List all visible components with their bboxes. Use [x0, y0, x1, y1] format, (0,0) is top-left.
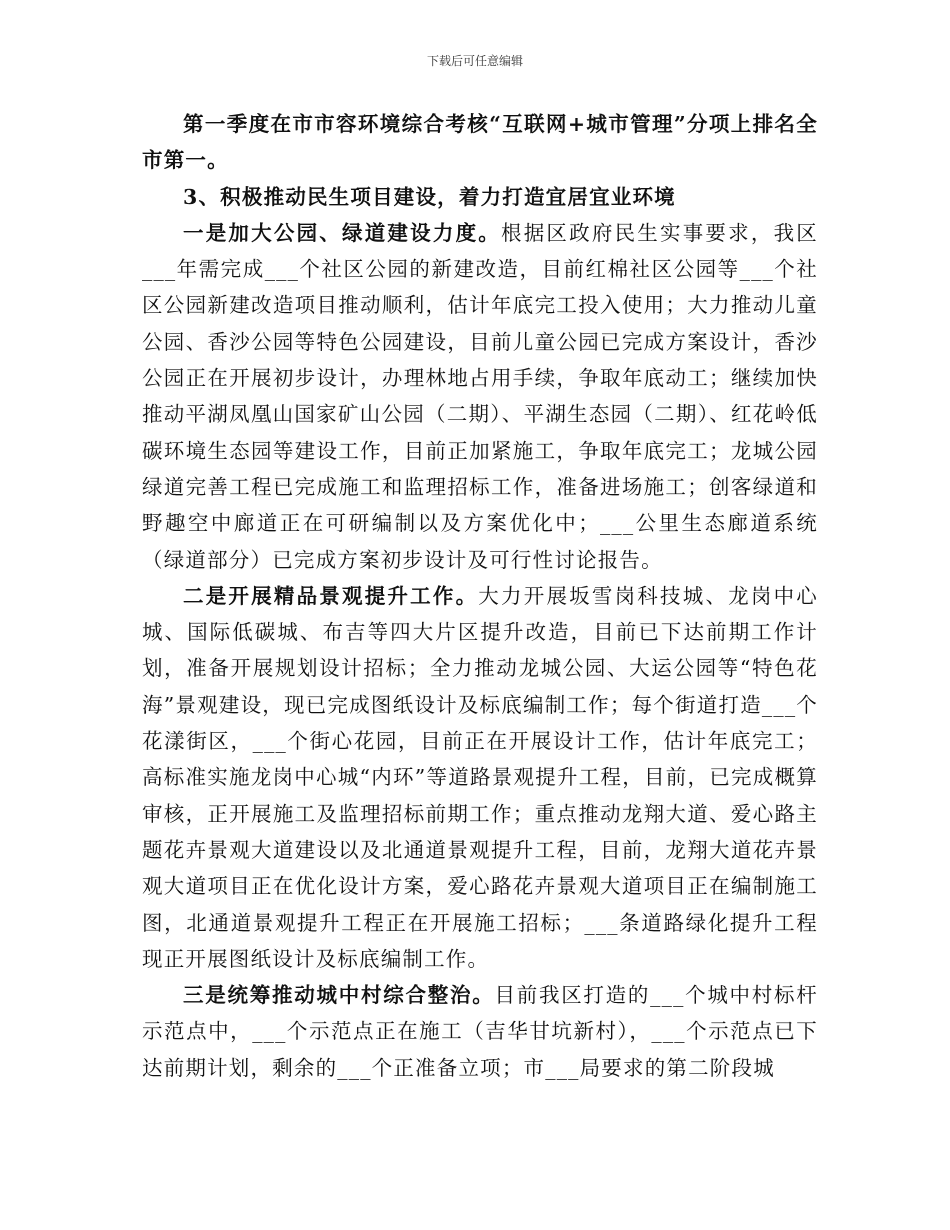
section-heading: 3、积极推动民生项目建设，着力打造宜居宜业环境 [183, 184, 676, 209]
paragraph-parks-lead: 一是加大公园、绿道建设力度。 [183, 220, 501, 245]
paragraph-villages-lead: 三是统筹推动城中村综合整治。 [183, 983, 495, 1008]
paragraph-ranking: 第一季度在市市容环境综合考核“互联网+城市管理”分项上排名全市第一。 [142, 112, 818, 173]
paragraph-villages-body: 目前我区打造的___个城中村标杆示范点中，___个示范点正在施工（吉华甘坑新村），___个示范点已下达前期计划，剩余的___个正准备立项；市___局要求的第二阶段城 [142, 983, 818, 1080]
paragraph-villages [142, 977, 818, 1086]
paragraph-parks [142, 215, 818, 578]
paragraph-landscape-body: 大力开展坂雪岗科技城、龙岗中心城、国际低碳城、布吉等四大片区提升改造，目前已下达前期工作计划，准备开展规划设计招标；全力推动龙城公园、大运公园等“特色花海”景观建设，现已完成图纸设计及标底编制工作；每个街道打造___个花漾街区，___个街心花园，目前正在开展设计工作，估计年底完工；高标准实施龙岗中心城“内环”等道路景观提升工程，目前，已完成概算审核，正开展施工及监理招标前期工作；重点推动龙翔大道、爱心路主题花卉景观大道建设以及北通道景观提升工程，目前，龙翔大道花卉景观大道项目正在优化设计方案，爱心路花卉景观大道项目正在编制施工图，北通道景观提升工程正在开展施工招标；___条道路绿化提升工程现正开展图纸设计及标底编制工作。 [142, 583, 818, 971]
paragraph-landscape [142, 578, 818, 977]
page-header-note: 下载后可任意编辑 [426, 54, 523, 68]
document-body [142, 106, 818, 1086]
paragraph-landscape-lead: 二是开展精品景观提升工作。 [183, 583, 479, 608]
paragraph-parks-body: 根据区政府民生实事要求，我区___年需完成___个社区公园的新建改造，目前红棉社区公园等___个社区公园新建改造项目推动顺利，估计年底完工投入使用；大力推动儿童公园、香沙公园等特色公园建设，目前儿童公园已完成方案设计，香沙公园正在开展初步设计，办理林地占用手续，争取年底动工；继续加快推动平湖凤凰山国家矿山公园（二期）、平湖生态园（二期）、红花岭低碳环境生态园等建设工作，目前正加紧施工，争取年底完工；龙城公园绿道完善工程已完成施工和监理招标工作，准备进场施工；创客绿道和野趣空中廊道正在可研编制以及方案优化中；___公里生态廊道系统（绿道部分）已完成方案初步设计及可行性讨论报告。 [142, 220, 818, 572]
